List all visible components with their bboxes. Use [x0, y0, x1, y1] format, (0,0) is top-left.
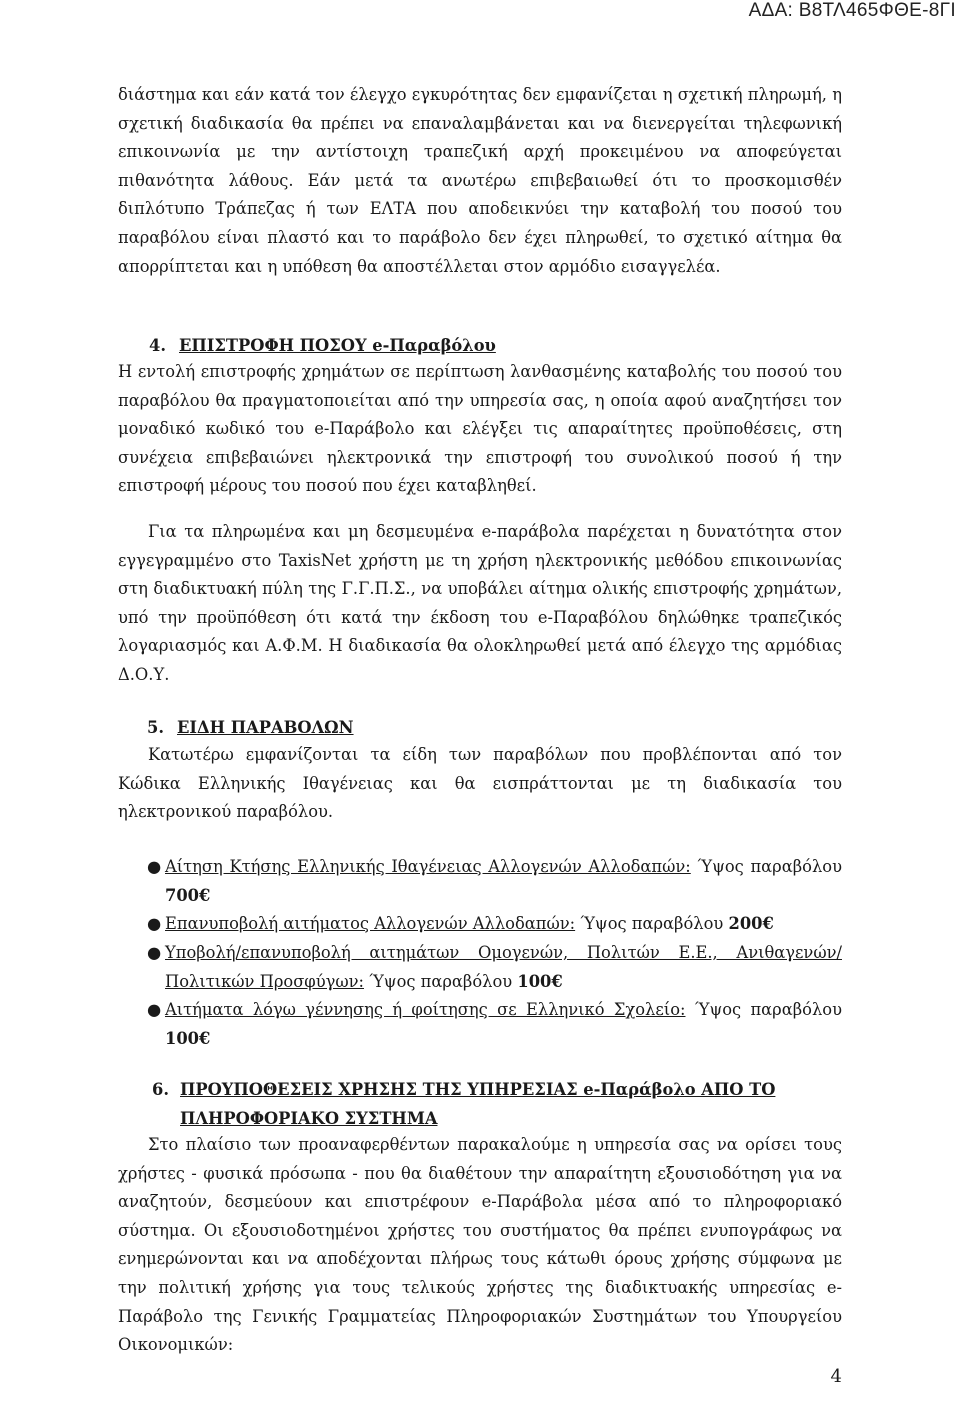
fee-item-label: Αίτηση Κτήσης Ελληνικής Ιθαγένειας Αλλογενών Αλλοδαπών:: [165, 857, 691, 876]
fee-item-label: Επανυποβολή αιτήματος Αλλογενών Αλλοδαπών:: [165, 914, 576, 933]
section-6-title-line-2: ΠΛΗΡΟΦΟΡΙΑΚΟ ΣΥΣΤΗΜΑ: [180, 1108, 438, 1128]
fee-list-item: [147, 996, 842, 1053]
section-4-title: ΕΠΙΣΤΡΟΦΗ ΠΟΣΟΥ e-Παραβόλου: [179, 336, 496, 355]
intro-paragraph: διάστημα και εάν κατά τον έλεγχο εγκυρότητας δεν εμφανίζεται η σχετική πληρωμή, η σχετική διαδικασία θα πρέπει να επαναλαμβάνεται και να διενεργείται τηλεφωνική επικοινωνία με την αντίστοιχη τραπεζική αρχή προκειμένου να αποφεύγεται πιθανότητα λάθους. Εάν μετά τα ανωτέρω επιβεβαιωθεί ότι το προσκομισθέν διπλότυπο Τράπεζας ή των ΕΛΤΑ που αποδεικνύει την καταβολή του ποσού του παραβόλου είναι πλαστό και το παράβολο δεν έχει πληρωθεί, το σχετικό αίτημα θα απορρίπτεται και η υπόθεση θα αποστέλλεται στον αρμόδιο εισαγγελέα.: [118, 85, 842, 276]
section-4-number: 4.: [149, 336, 166, 355]
fee-item-label: Αιτήματα λόγω γέννησης ή φοίτησης σε Ελληνικό Σχολείο:: [165, 1000, 686, 1019]
section-6-heading: [152, 1076, 842, 1133]
section-4-heading: [149, 332, 496, 361]
fee-list-item: [147, 853, 842, 910]
section-6-paragraph: Στο πλαίσιο των προαναφερθέντων παρακαλούμε η υπηρεσία σας να ορίσει τους χρήστες - φυσικά πρόσωπα - που θα διαθέτουν την απαραίτητη εξουσιοδότηση για να αναζητούν, δεσμεύουν και επιστρέφουν e-Παράβολα μέσα από το πληροφοριακό σύστημα. Οι εξουσιοδοτημένοι χρήστες του συστήματος θα πρέπει ενυπογράφως να ενημερώνονται και να αποδέχονται πλήρως τους κάτωθι όρους χρήσης σύμφωνα με την πολιτική χρήσης για τους τελικούς χρήστες της διαδικτυακής υπηρεσίας e-Παράβολο της Γενικής Γραμματείας Πληροφοριακών Συστημάτων του Υπουργείου Οικονομικών:: [118, 1135, 842, 1355]
fee-amount: 200€: [728, 914, 774, 933]
fee-item-text: Ύψος παραβόλου: [694, 1000, 842, 1019]
section-5-title: ΕΙΔΗ ΠΑΡΑΒΟΛΩΝ: [177, 718, 354, 737]
fee-list-item: [147, 910, 842, 939]
fee-amount: 100€: [165, 1028, 211, 1048]
section-5-intro: Κατωτέρω εμφανίζονται τα είδη των παραβόλων που προβλέπονται από τον Κώδικα Ελληνικής Ιθαγένειας και θα εισπράττονται με τη διαδικασία του ηλεκτρονικού παραβόλου.: [118, 745, 842, 822]
section-4-paragraph-1: Η εντολή επιστροφής χρημάτων σε περίπτωση λανθασμένης καταβολής του ποσού του παραβόλου θα πραγματοποιείται από την υπηρεσία σας, η οποία αφού αναζητήσει τον μοναδικό κωδικό του e-Παράβολο και ελέγξει τις απαραίτητες προϋποθέσεις, στη συνέχεια επιβεβαιώνει ηλεκτρονικά την επιστροφή του συνολικού ποσού ή την επιστροφή μέρους του ποσού που έχει καταβληθεί.: [118, 362, 842, 496]
bullet-icon: ●: [147, 943, 162, 962]
bullet-icon: ●: [147, 1000, 162, 1019]
document-code-header: ΑΔΑ: Β8ΤΛ465ΦΘΕ-8ΓΙ: [748, 0, 956, 21]
bullet-icon: ●: [147, 857, 162, 876]
section-5-heading: [147, 714, 354, 743]
fee-item-text: Ύψος παραβόλου: [697, 857, 842, 876]
page-number: 4: [830, 1366, 842, 1387]
section-5-number: 5.: [147, 718, 164, 737]
bullet-icon: ●: [147, 914, 162, 933]
fee-item-text: Ύψος παραβόλου: [580, 914, 724, 933]
fee-list-item: [147, 939, 842, 996]
section-6-title: ΠΡΟΥΠΟΘΕΣΕΙΣ ΧΡΗΣΗΣ ΤΗΣ ΥΠΗΡΕΣΙΑΣ e-Παράβολο ΑΠΟ ΤΟ: [180, 1080, 776, 1099]
section-6-number: 6.: [152, 1080, 169, 1099]
fee-item-text: Ύψος παραβόλου: [369, 971, 513, 991]
fee-item-label: Υποβολή/επανυποβολή αιτημάτων Ομογενών, Πολιτών Ε.Ε., Ανιθαγενών/Πολιτικών Προσφύγων:: [165, 943, 842, 991]
fee-amount: 100€: [517, 971, 563, 991]
section-4-paragraph-2: Για τα πληρωμένα και μη δεσμευμένα e-παράβολα παρέχεται η δυνατότητα στον εγγεγραμμένο στο TaxisNet χρήστη με τη χρήση ηλεκτρονικής μεθόδου επικοινωνίας στη διαδικτυακή πύλη της Γ.Γ.Π.Σ., να υποβάλει αίτημα ολικής επιστροφής χρημάτων, υπό την προϋπόθεση ότι κατά την έκδοση του e-Παραβόλου δηλώθηκε τραπεζικός λογαριασμός και Α.Φ.Μ. Η διαδικασία θα ολοκληρωθεί μετά από έλεγχο της αρμόδιας Δ.Ο.Υ.: [118, 522, 842, 684]
fee-amount: 700€: [165, 885, 211, 905]
